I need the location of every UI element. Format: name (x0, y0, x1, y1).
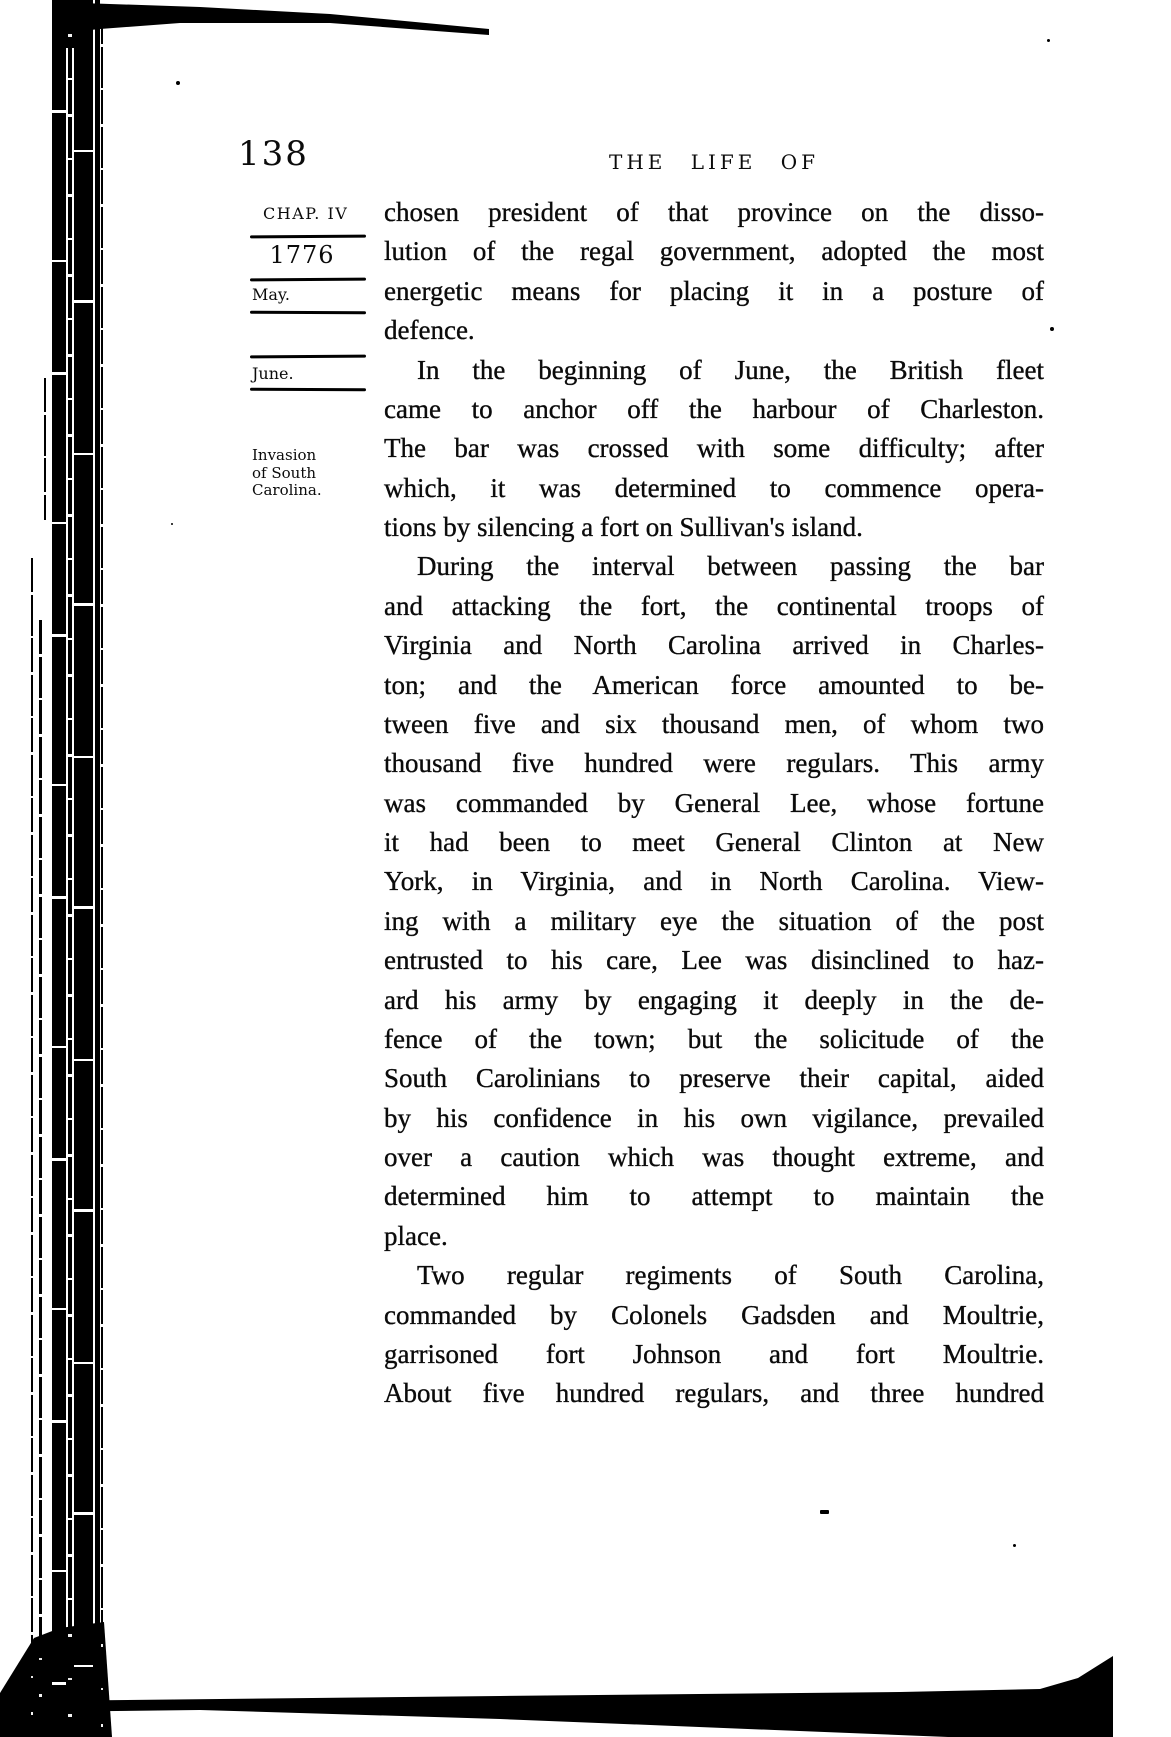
sidenote-invasion-line: Carolina. (252, 481, 322, 499)
ink-speck (1050, 327, 1054, 331)
body-line: commanded by Colonels Gadsden and Moultrie, (384, 1299, 1044, 1330)
body-line: tween five and six thousand men, of whom two (384, 708, 1044, 739)
page-number: 138 (238, 134, 309, 174)
body-line: South Carolinians to preserve their capital, aided (384, 1063, 1044, 1094)
body-line: ing with a military eye the situation of the post (384, 905, 1044, 936)
sidenote-month-june: June. (252, 364, 294, 383)
body-line: ton; and the American force amounted to be- (384, 669, 1044, 700)
sidenote-invasion-line: of South (252, 463, 317, 482)
body-line: energetic means for placing it in a posture of (384, 275, 1044, 306)
body-line: In the beginning of June, the British fleet (417, 354, 1044, 385)
scan-gutter-stripe (101, 10, 103, 1737)
scan-gutter-stripe (39, 620, 42, 1737)
sidenote-month-may: May. (252, 285, 290, 304)
body-line: was commanded by General Lee, whose fortune (384, 787, 1044, 818)
body-line: by his confidence in his own vigilance, prevailed (384, 1102, 1044, 1133)
body-line: it had been to meet General Clinton at New (384, 827, 1044, 857)
body-line: ard his army by engaging it deeply in the de- (384, 984, 1044, 1015)
body-line: tions by silencing a fort on Sullivan's island. (384, 512, 863, 542)
body-line: thousand five hundred were regulars. This army (384, 748, 1044, 779)
body-text-block (384, 193, 1044, 1414)
body-line: The bar was crossed with some difficulty; after (384, 433, 1044, 464)
ink-speck (820, 1510, 829, 1514)
scan-bottom-smear (28, 1656, 1113, 1737)
body-line: chosen president of that province on the disso- (384, 197, 1044, 227)
body-line: York, in Virginia, and in North Carolina. View- (384, 866, 1044, 897)
sidenote-chapter: CHAP. IV (263, 204, 349, 223)
body-line: Two regular regiments of South Carolina, (417, 1260, 1044, 1291)
running-header: THE LIFE OF (608, 150, 820, 174)
body-line: determined him to attempt to maintain the (384, 1181, 1044, 1212)
body-line: over a caution which was thought extreme, and (384, 1142, 1044, 1172)
scan-gutter-stripe (31, 558, 33, 1737)
body-line: place. (384, 1220, 448, 1251)
body-line: fence of the town; but the solicitude of the (384, 1023, 1044, 1054)
body-line: which, it was determined to commence opera- (384, 472, 1044, 503)
sidenote-rule (250, 311, 366, 315)
sidenote-rule (250, 388, 366, 392)
body-line: Virginia and North Carolina arrived in Charles- (384, 630, 1044, 661)
ink-speck (176, 81, 180, 85)
sidenote-invasion-line: Invasion (252, 446, 317, 464)
sidenote-invasion (252, 447, 352, 500)
body-line: garrisoned fort Johnson and fort Moultrie. (384, 1338, 1044, 1369)
scan-gutter-stripe (74, 0, 93, 1737)
scan-gutter-stripe (52, 0, 66, 1737)
scan-gutter-stripe (68, 0, 72, 1737)
scan-gutter-stripe (95, 0, 100, 1737)
body-line: About five hundred regulars, and three hundred (384, 1378, 1044, 1409)
body-line: During the interval between passing the bar (417, 551, 1044, 582)
body-line: lution of the regal government, adopted the most (384, 236, 1044, 267)
ink-speck (1013, 1544, 1016, 1547)
scan-top-smear (52, 2, 489, 35)
sidenote-year: 1776 (269, 241, 335, 269)
body-line: defence. (384, 315, 475, 346)
body-line: and attacking the fort, the continental troops of (384, 590, 1044, 621)
body-line: entrusted to his care, Lee was disinclined to haz- (384, 945, 1044, 976)
scan-gutter-stripe (44, 378, 46, 520)
body-line: came to anchor off the harbour of Charleston. (384, 393, 1044, 424)
ink-speck (1047, 39, 1050, 42)
ink-speck (171, 523, 173, 525)
